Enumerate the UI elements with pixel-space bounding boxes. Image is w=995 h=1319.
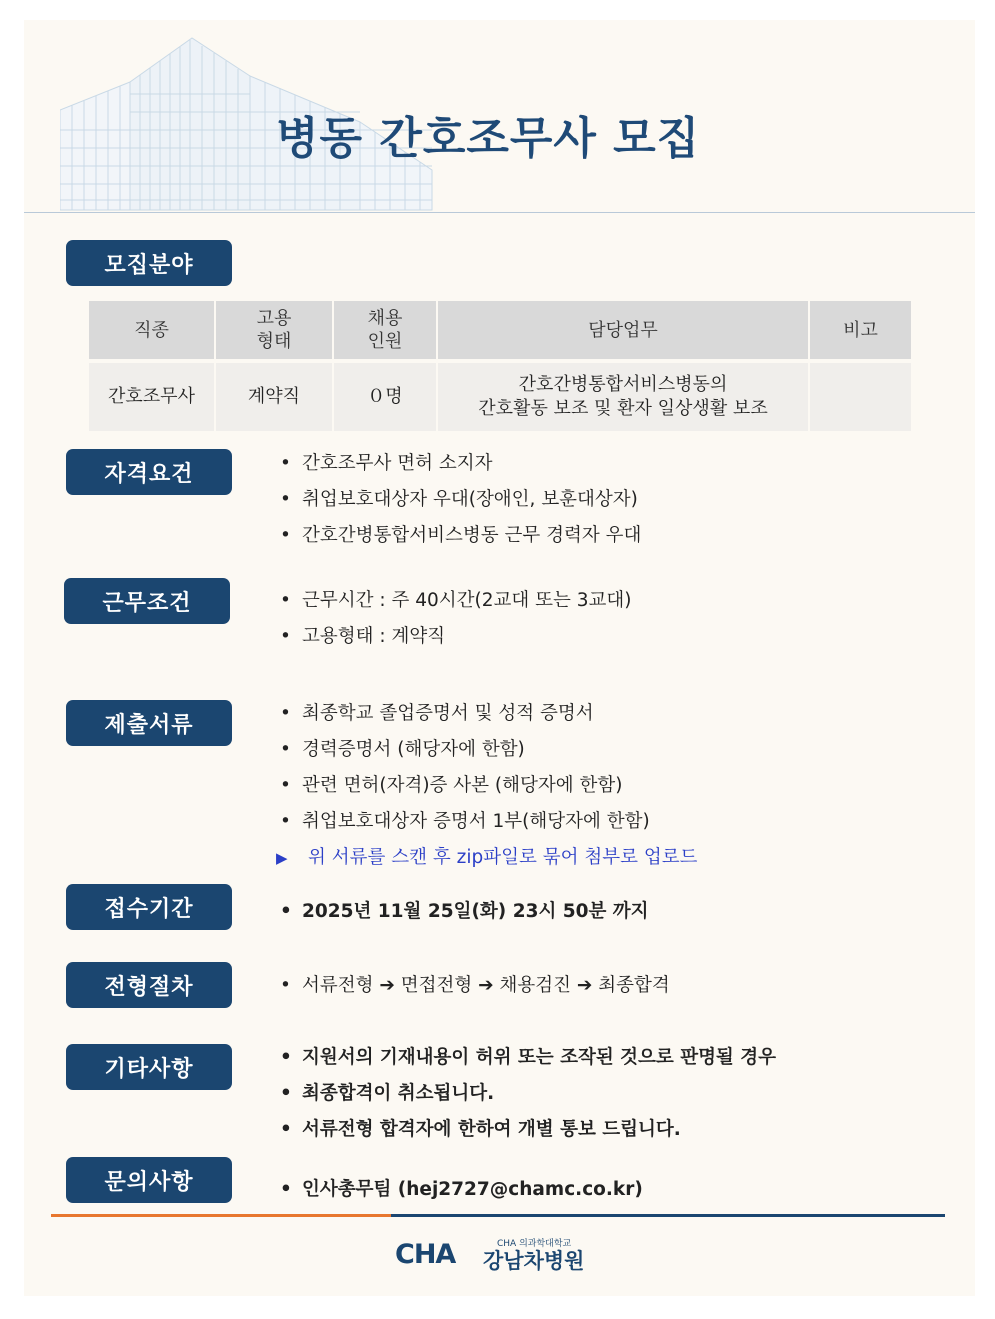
list-item: • 서류전형 ➔ 면접전형 ➔ 채용검진 ➔ 최종합격 [276,968,670,1004]
header-banner [24,20,975,213]
list-item: • 근무시간 : 주 40시간(2교대 또는 3교대) [276,583,631,619]
list-item: • 취업보호대상자 우대(장애인, 보훈대상자) [276,482,641,518]
list-item: • 간호조무사 면허 소지자 [276,446,641,482]
list-item: • 관련 면허(자격)증 사본 (해당자에 한함) [276,768,697,804]
svg-text:강남차병원: 강남차병원 [483,1249,585,1273]
etc-list [276,1040,776,1148]
svg-text:CHA: CHA [395,1239,456,1270]
cell-headcount: ０명 [334,359,438,431]
list-item: • 인사총무팀 (hej2727@chamc.co.kr) [276,1172,643,1208]
period-list [276,894,649,930]
page-title: 병동 간호조무사 모집 [276,113,701,164]
list-item: • 취업보호대상자 증명서 1부(해당자에 한함) [276,804,697,840]
cell-job: 간호조무사 [89,359,216,431]
header-duty: 담당업무 [438,301,810,359]
section-badge-qualification: 자격요건 [66,449,232,495]
cha-logo-mark [395,1232,635,1276]
section-badge-conditions: 근무조건 [64,578,230,624]
recruitment-poster [24,20,975,1296]
cell-remark [810,359,911,431]
header-employment-type: 고용 형태 [216,301,334,359]
footer-rule-orange [51,1214,391,1217]
section-badge-period: 접수기간 [66,884,232,930]
list-item: • 최종학교 졸업증명서 및 성적 증명서 [276,696,697,732]
documents-upload-note: ▶ 위 서류를 스캔 후 zip파일로 묶어 첨부로 업로드 [276,840,697,876]
list-item: • 간호간병통합서비스병동 근무 경력자 우대 [276,518,641,554]
list-item: • 지원서의 기재내용이 허위 또는 조작된 것으로 판명될 경우 [276,1040,776,1076]
contact-list [276,1172,643,1208]
header-job: 직종 [89,301,216,359]
list-item: • 서류전형 합격자에 한하여 개별 통보 드립니다. [276,1112,776,1148]
list-item: • 2025년 11월 25일(화) 23시 50분 까지 [276,894,649,930]
conditions-list [276,583,631,655]
process-list [276,968,670,1004]
section-badge-documents: 제출서류 [66,700,232,746]
cell-employment-type: 계약직 [216,359,334,431]
header-headcount: 채용 인원 [334,301,438,359]
cell-duty: 간호간병통합서비스병동의 간호활동 보조 및 환자 일상생활 보조 [438,359,810,431]
list-item: • 최종합격이 취소됩니다. [276,1076,776,1112]
hospital-logo [395,1232,635,1276]
documents-list [276,696,697,876]
section-badge-contact: 문의사항 [66,1157,232,1203]
section-badge-process: 전형절차 [66,962,232,1008]
table-header-row [89,301,911,359]
recruitment-table [89,301,911,431]
section-badge-etc: 기타사항 [66,1044,232,1090]
list-item: • 경력증명서 (해당자에 한함) [276,732,697,768]
svg-text:CHA 의과학대학교: CHA 의과학대학교 [497,1239,572,1249]
section-badge-field: 모집분야 [66,240,232,286]
header-remark: 비고 [810,301,911,359]
footer-rule-navy [391,1214,945,1217]
list-item: • 고용형태 : 계약직 [276,619,631,655]
qualification-list [276,446,641,554]
table-row [89,359,911,431]
